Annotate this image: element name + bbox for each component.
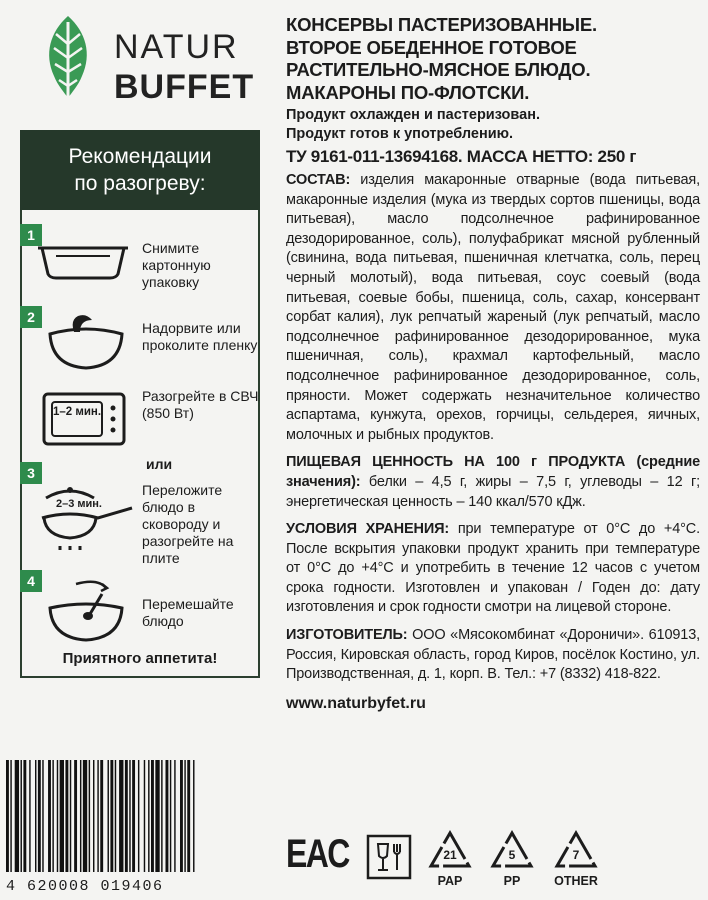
maker-text: ООО «Мясокомбинат «Дороничи». 610913, Россия, Кировская область, город Киров, посёлок Костино, ул. Производственная, д. 1, корп. В. Тел.: +7 (8332) 418-822. xyxy=(286,627,700,683)
status-line-2: Продукт готов к употреблению. xyxy=(286,126,514,142)
title-line-1: КОНСЕРВЫ ПАСТЕРИЗОВАННЫЕ. xyxy=(286,14,597,35)
reheat-instructions xyxy=(20,130,260,678)
composition-text: изделия макаронные отварные (вода питьевая, макаронные изделия (мука из твердых сортов пшеницы, вода питьевая), масло подсолнечное рафинированное дезодорированное, соль), полуфабрикат мясной рубленный (свинина, вода питьевая, пшеничная клетчатка, соль, перец черный молотый), вода питьевая, соус соевый (вода питьевая, соевые бобы, пшеница, соль, сахар, консервант сорбат калия), лук репчатый жареный (лук репчатый, масло подсолнечное рафинированное дезодорированное, мука пшеничная, соль), крахмал картофельный, масло подсолнечное рафинированное дезодорированное, соль, пряности. Может содержать незначительное количество аспартама, кунжута, орехов, горчицы, сельдерея, яичных, молочных и рыбных продуктов. xyxy=(286,172,700,443)
reheat-title-line2: по разогреву: xyxy=(74,172,206,195)
certification-marks xyxy=(286,824,700,894)
brand-name-line1: NATUR xyxy=(114,28,239,66)
maker-label: ИЗГОТОВИТЕЛЬ: xyxy=(286,627,408,644)
leaf-logo-icon xyxy=(42,14,94,100)
recycle-label-pp: PP xyxy=(503,874,521,888)
recycle-code-other: 7 xyxy=(572,848,580,862)
step-text-microwave: Разогрейте в СВЧ (850 Вт) xyxy=(142,388,259,421)
composition-label: СОСТАВ: xyxy=(286,172,351,188)
product-info xyxy=(286,14,700,713)
pan-timer: 2–3 мин. xyxy=(55,498,102,510)
status-line-1: Продукт охлажден и пастеризован. xyxy=(286,107,540,123)
recycle-label-other: OTHER xyxy=(554,874,598,888)
bon-appetit: Приятного аппетита! xyxy=(62,650,218,667)
title-line-2: ВТОРОЕ ОБЕДЕННОЕ ГОТОВОЕ xyxy=(286,36,577,58)
website-link[interactable]: www.naturbyfet.ru xyxy=(286,694,426,712)
manufacturer xyxy=(286,626,700,685)
nutrition-label: ПИЩЕВАЯ ЦЕННОСТЬ НА 100 г ПРОДУКТА (средние значения): xyxy=(286,454,700,490)
recycle-code-pap: 21 xyxy=(443,848,457,862)
step-text-1: Снимите картонную упаковку xyxy=(142,240,211,290)
left-column xyxy=(0,0,280,900)
pierce-film-bowl-icon xyxy=(46,314,126,370)
product-status xyxy=(286,106,700,144)
barcode-number: 4 620008 019406 xyxy=(6,878,164,895)
nutrition xyxy=(286,453,700,512)
step-text-3: Переложите блюдо в сковороду и разогрейте на плите xyxy=(142,482,234,566)
storage-label: УСЛОВИЯ ХРАНЕНИЯ: xyxy=(286,521,450,538)
step-number-4: 4 xyxy=(20,570,42,592)
step-number-1: 1 xyxy=(20,224,42,246)
container-icon xyxy=(38,242,128,282)
step-text-2: Надорвите или проколите пленку xyxy=(142,320,258,353)
microwave-timer: 1–2 мин. xyxy=(52,406,102,418)
recycle-label-pap: PAP xyxy=(437,874,463,888)
storage-text: при температуре от 0°С до +4°С. После вскрытия упаковки продукт хранить при температуре от 0°С до +4°С и употребить в течение 12 часов с учетом срока годности. Изготовлен и упакован / Годен до: дату изготовления и срок годности смотри на лицевой стороне. xyxy=(286,521,700,616)
reheat-title xyxy=(20,130,260,210)
storage xyxy=(286,520,700,618)
microwave-icon xyxy=(42,392,126,446)
food-contact-icon xyxy=(366,834,412,880)
step-text-4: Перемешайте блюдо xyxy=(142,596,234,629)
nutrition-text: белки – 4,5 г, жиры – 7,5 г, углеводы – 12 г; энергетическая ценность – 140 ккал/570 кДж. xyxy=(286,473,700,510)
product-title xyxy=(286,14,700,104)
reheat-title-line1: Рекомендации xyxy=(68,145,212,168)
title-line-3: РАСТИТЕЛЬНО-МЯСНОЕ БЛЮДО. xyxy=(286,59,591,80)
frying-pan-icon xyxy=(40,486,136,558)
or-label: или xyxy=(146,456,173,472)
step-number-2: 2 xyxy=(20,306,42,328)
recycle-code-pp: 5 xyxy=(508,848,516,862)
title-line-4: МАКАРОНЫ ПО-ФЛОТСКИ. xyxy=(286,81,530,103)
brand-name-line2: BUFFET xyxy=(114,68,255,106)
tu-net-weight: ТУ 9161-011-13694168. МАССА НЕТТО: 250 г xyxy=(286,147,637,166)
brand-logo xyxy=(22,14,272,104)
eac-mark: EAC xyxy=(286,832,349,876)
step-number-3: 3 xyxy=(20,462,42,484)
stir-bowl-icon xyxy=(46,580,130,642)
barcode-icon xyxy=(0,760,250,880)
composition xyxy=(286,171,700,445)
